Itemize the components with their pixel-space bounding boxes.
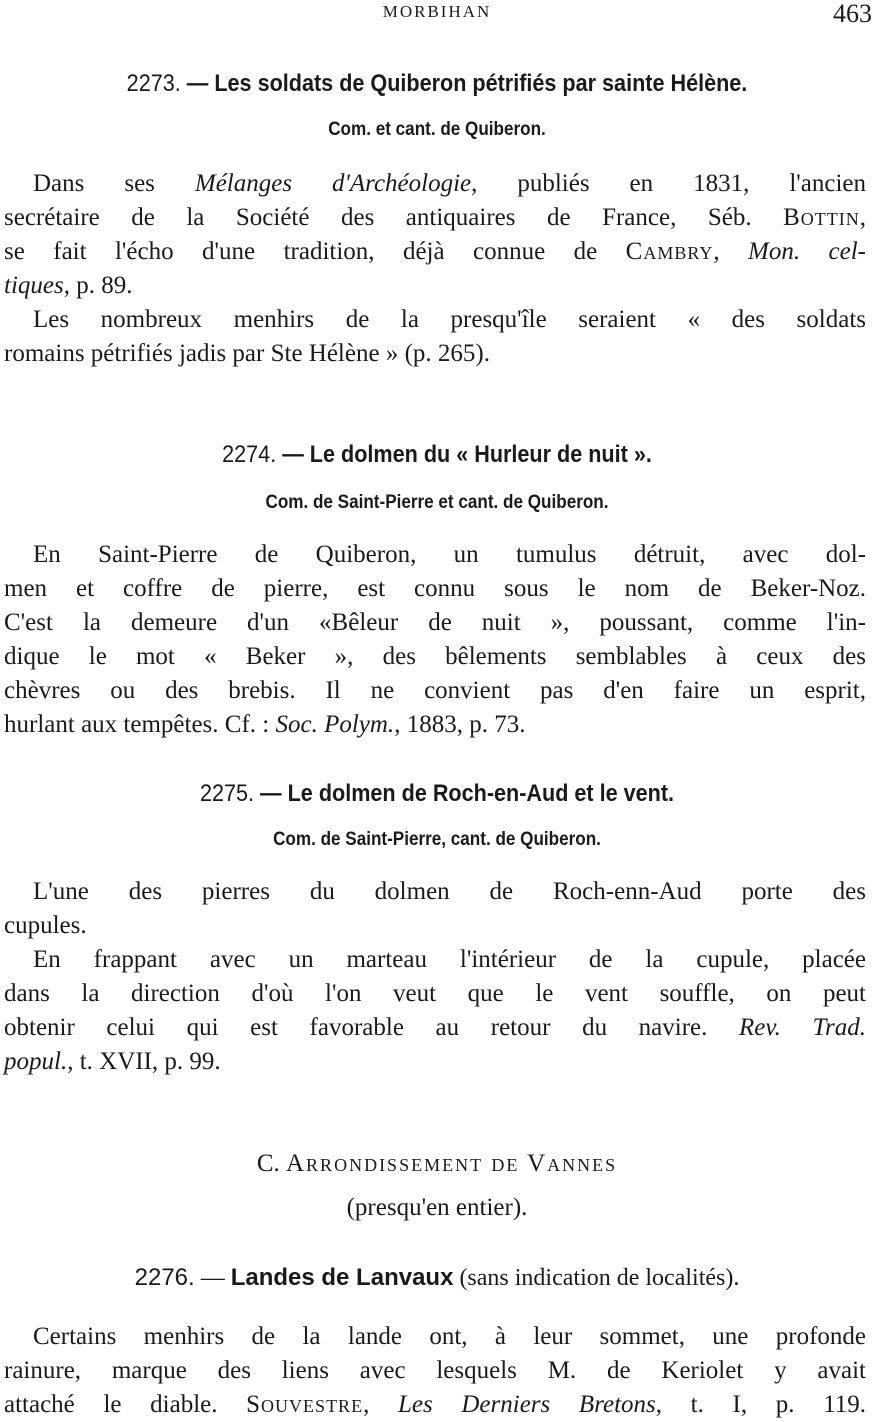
- text-line: attaché le diable. Souvestre, Les Derniers Bretons, t. I, p. 119.: [4, 1391, 867, 1418]
- page-number: 463: [833, 0, 872, 28]
- entry-2274-paragraph-1: [4, 538, 866, 742]
- text-line: En Saint-Pierre de Quiberon, un tumulus détruit, avec dol-: [33, 541, 866, 568]
- entry-2275-heading: [44, 780, 831, 808]
- entry-2276-paragraph-1: [4, 1320, 866, 1422]
- entry-2273-paragraph-2: [4, 303, 866, 371]
- text-line: Certains menhirs de la lande ont, à leur sommet, une profonde: [33, 1323, 866, 1350]
- text-line: chèvres ou des brebis. Il ne convient pas d'en faire un esprit,: [4, 677, 866, 704]
- entry-title: Le dolmen de Roch-en-Aud et le vent.: [287, 780, 675, 807]
- text-line: hurlant aux tempêtes. Cf. : Soc. Polym., 1883, p. 73.: [4, 711, 526, 738]
- entry-2273-location: Com. et cant. de Quiberon.: [328, 119, 546, 140]
- entry-2275-location: Com. de Saint-Pierre, cant. de Quiberon.: [273, 829, 601, 850]
- entry-title: Le dolmen du « Hurleur de nuit ».: [309, 441, 652, 468]
- section-c-subtitle: (presqu'en entier).: [346, 1194, 528, 1221]
- text-line: popul., t. XVII, p. 99.: [4, 1048, 221, 1075]
- text-line: se fait l'écho d'une tradition, déjà connue de Cambry, Mon. cel-: [4, 238, 867, 265]
- entry-number: 2275.: [199, 780, 255, 807]
- section-letter: C.: [256, 1150, 286, 1177]
- text-line: En frappant avec un marteau l'intérieur de la cupule, placée: [33, 946, 866, 973]
- entry-2274-location: Com. de Saint-Pierre et cant. de Quiberon.: [265, 492, 609, 513]
- text-line: romains pétrifiés jadis par Ste Hélène » (p. 265).: [4, 340, 490, 367]
- section-c-title: [0, 1150, 874, 1178]
- entry-number: 2274.: [222, 441, 277, 468]
- entry-title: Landes de Lanvaux: [230, 1264, 454, 1291]
- text-line: Dans ses Mélanges d'Archéologie, publiés en 1831, l'ancien: [33, 170, 867, 197]
- text-line: dans la direction d'où l'on veut que le vent souffle, on peut: [4, 980, 866, 1007]
- text-line: C'est la demeure d'un «Bêleur de nuit », poussant, comme l'in-: [4, 609, 866, 636]
- text-line: tiques, p. 89.: [4, 272, 133, 299]
- entry-number: 2273.: [126, 70, 181, 97]
- text-line: rainure, marque des liens avec lesquels M. de Keriolet y avait: [4, 1357, 866, 1384]
- text-line: obtenir celui qui est favorable au retour du navire. Rev. Trad.: [4, 1014, 866, 1041]
- entry-dash: —: [186, 70, 209, 97]
- entry-2274-heading: [44, 441, 831, 469]
- entry-dash: —: [260, 780, 282, 807]
- entry-number: 2276.: [134, 1264, 195, 1291]
- text-line: men et coffre de pierre, est connu sous le nom de Beker-Noz.: [4, 575, 866, 602]
- entry-dash: —: [282, 441, 304, 468]
- text-line: L'une des pierres du dolmen de Roch-enn-Aud porte des: [33, 878, 866, 905]
- text-line: secrétaire de la Société des antiquaires de France, Séb. Bottin,: [4, 204, 866, 231]
- text-line: Les nombreux menhirs de la presqu'île seraient « des soldats: [33, 306, 866, 333]
- entry-dash: —: [200, 1265, 225, 1291]
- text-line: cupules.: [4, 912, 87, 939]
- entry-2276-heading: [0, 1264, 874, 1292]
- entry-title: Les soldats de Quiberon pétrifiés par sainte Hélène.: [214, 70, 748, 97]
- running-title: MORBIHAN: [382, 2, 492, 21]
- running-head: [0, 2, 874, 26]
- entry-note: (sans indication de localités).: [453, 1265, 740, 1291]
- entry-2273-paragraph-1: [4, 167, 866, 303]
- text-line: dique le mot « Beker », des bêlements semblables à ceux des: [4, 643, 866, 670]
- entry-2275-paragraph-2: [4, 943, 866, 1079]
- entry-2273-heading: [44, 70, 831, 98]
- entry-2275-paragraph-1: [4, 875, 866, 943]
- section-title: Arrondissement de Vannes: [286, 1150, 618, 1177]
